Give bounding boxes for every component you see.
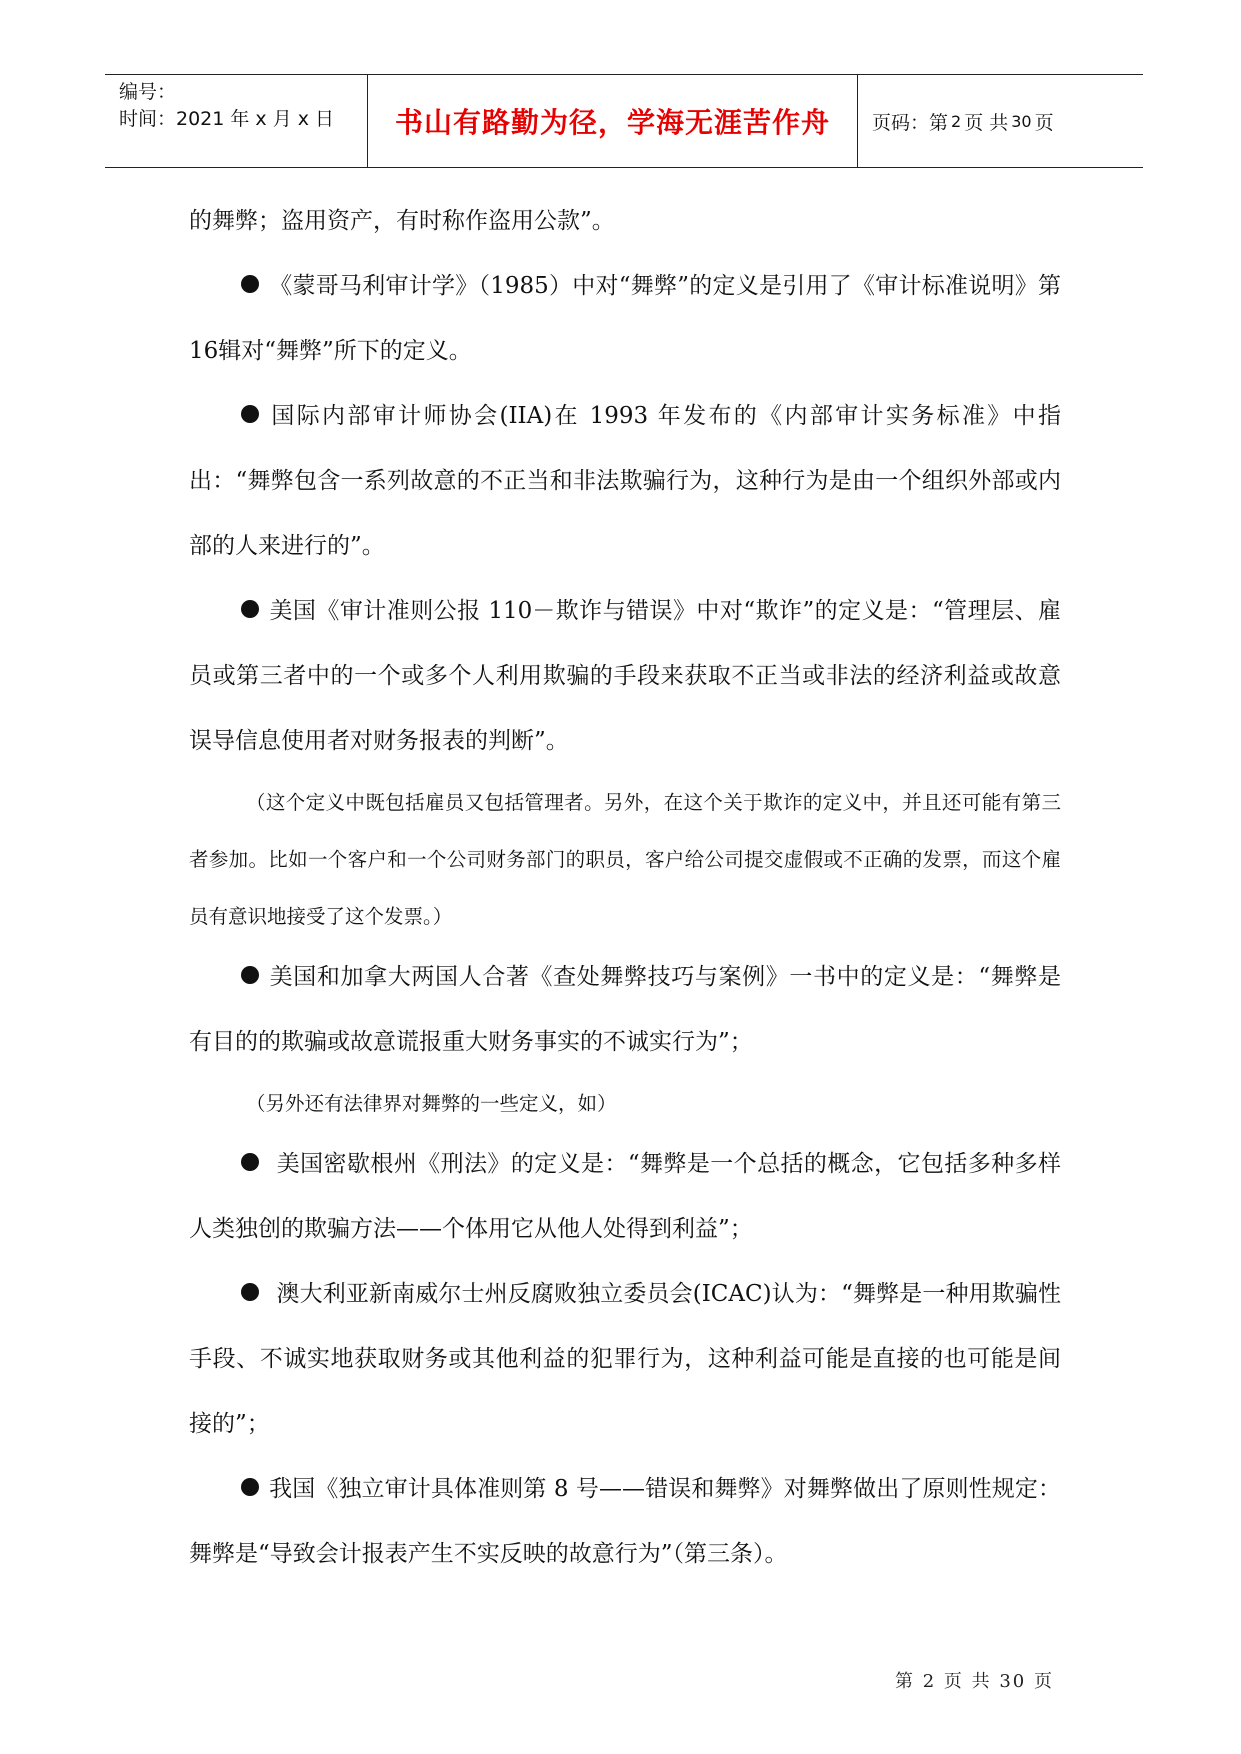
paragraph-iia xyxy=(189,384,1061,579)
note-legal: （另外还有法律界对舞弊的一些定义，如） xyxy=(246,1092,617,1115)
bullet-icon xyxy=(241,1478,259,1496)
paragraph-text: 澳大利亚新南威尔士州反腐败独立委员会(ICAC)认为：“舞弊是一种用欺骗性手段、不诚实地获取财务或其他利益的犯罪行为，这种利益可能是直接的也可能是间接的”； xyxy=(189,1281,1061,1437)
paragraph-china-standard xyxy=(189,1457,1061,1587)
header-motto: 书山有路勤为径，学海无涯苦作舟 xyxy=(368,75,858,167)
paragraph-text: 美国密歇根州《刑法》的定义是：“舞弊是一个总括的概念，它包括多种多样人类独创的欺骗方法——个体用它从他人处得到利益”； xyxy=(189,1151,1061,1242)
paragraph-continuation: 的舞弊；盗用资产，有时称作盗用公款”。 xyxy=(189,208,615,234)
bullet-icon xyxy=(241,1283,259,1301)
page-suffix: 页 xyxy=(1034,111,1054,134)
page-mid: 页 共 xyxy=(964,111,1009,134)
bullet-icon xyxy=(241,1153,259,1171)
page-current: 2 xyxy=(951,111,962,131)
document-body xyxy=(189,189,1061,1587)
paragraph-michigan xyxy=(189,1132,1061,1262)
bullet-icon xyxy=(241,405,259,423)
header-page-info xyxy=(858,75,1143,167)
page-prefix: 页码：第 xyxy=(872,111,949,134)
paragraph-text: 我国《独立审计具体准则第 8 号——错误和舞弊》对舞弊做出了原则性规定：舞弊是“导致会计报表产生不实反映的故意行为”（第三条）。 xyxy=(189,1476,1061,1567)
note-sas110: （这个定义中既包括雇员又包括管理者。另外，在这个关于欺诈的定义中，并且还可能有第三者参加。比如一个客户和一个公司财务部门的职员，客户给公司提交虚假或不正确的发票，而这个雇员有意识地接受了这个发票。） xyxy=(189,791,1061,928)
paragraph-us-canada xyxy=(189,945,1061,1075)
paragraph-text: 美国和加拿大两国人合著《查处舞弊技巧与案例》一书中的定义是：“舞弊是有目的的欺骗或故意谎报重大财务事实的不诚实行为”； xyxy=(189,964,1061,1055)
page-header xyxy=(105,74,1143,168)
paragraph-text: 《蒙哥马利审计学》（1985）中对“舞弊”的定义是引用了《审计标准说明》第16辑对“舞弊”所下的定义。 xyxy=(189,273,1061,364)
bullet-icon xyxy=(241,275,259,293)
page-footer: 第 2 页 共 30 页 xyxy=(895,1671,1054,1692)
paragraph-text: 美国《审计准则公报 110－欺诈与错误》中对“欺诈”的定义是：“管理层、雇员或第三者中的一个或多个人利用欺骗的手段来获取不正当或非法的经济利益或故意误导信息使用者对财务报表的判断”。 xyxy=(189,598,1061,754)
paragraph-sas110 xyxy=(189,579,1061,774)
paragraph-montgomery xyxy=(189,254,1061,384)
bullet-icon xyxy=(241,966,259,984)
document-number-label: 编号： xyxy=(119,81,177,103)
page-total: 30 xyxy=(1011,111,1032,131)
header-meta xyxy=(105,75,368,167)
bullet-icon xyxy=(241,600,259,618)
document-time-label: 时间：2021 年 x 月 x 日 xyxy=(119,108,335,130)
paragraph-icac xyxy=(189,1262,1061,1457)
paragraph-text: 国际内部审计师协会(IIA)在 1993 年发布的《内部审计实务标准》中指出：“舞弊包含一系列故意的不正当和非法欺骗行为，这种行为是由一个组织外部或内部的人来进行的”。 xyxy=(189,403,1061,559)
